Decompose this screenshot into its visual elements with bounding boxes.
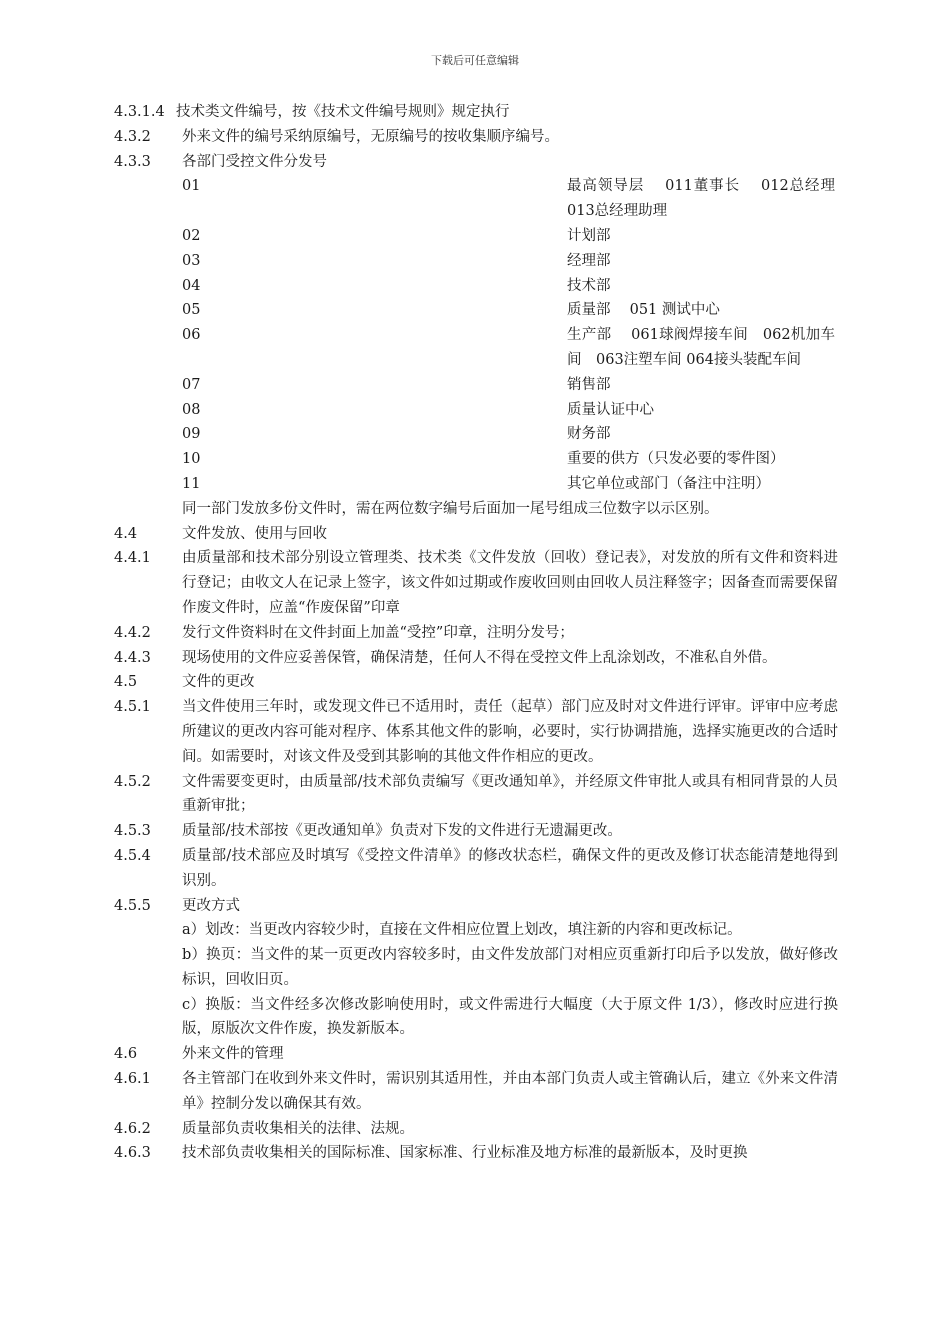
clause-text: 当文件使用三年时，或发现文件已不适用时，责任（起草）部门应及时对文件进行评审。评审中应考虑所建议的更改内容可能对程序、体系其他文件的影响，必要时，实行协调措施，选择实施更改的合适时间。如需要时，对该文件及受到其影响的其他文件作相应的更改。: [182, 699, 838, 765]
dist-name: 技术部: [567, 277, 611, 294]
clause-4-5: [0, 670, 950, 695]
dist-row: [0, 422, 950, 447]
clause-number: 4.6.2: [114, 1120, 151, 1137]
dist-code: 10: [182, 451, 201, 468]
clause-number: 4.6.1: [114, 1071, 151, 1088]
clause-number: 4.5.2: [114, 773, 151, 790]
change-method-a: a）划改：当更改内容较少时，直接在文件相应位置上划改，填注新的内容和更改标记。: [182, 922, 742, 939]
clause-text: 各主管部门在收到外来文件时，需识别其适用性，并由本部门负责人或主管确认后，建立《外来文件清单》控制分发以确保其有效。: [182, 1071, 838, 1112]
dist-code: 01: [182, 178, 201, 195]
clause-4-4-1: [0, 546, 950, 620]
dist-code: 03: [182, 252, 201, 269]
clause-text: 现场使用的文件应妥善保管，确保清楚，任何人不得在受控文件上乱涂划改，不准私自外借。: [182, 649, 777, 666]
dist-name: 质量认证中心: [567, 401, 654, 418]
dist-row: [0, 249, 950, 274]
clause-text: 质量部/技术部按《更改通知单》负责对下发的文件进行无遗漏更改。: [182, 823, 622, 840]
clause-number: 4.6: [114, 1046, 138, 1063]
dist-code: 02: [182, 227, 201, 244]
dist-row: [0, 472, 950, 497]
clause-4-4-3: [0, 646, 950, 671]
clause-number: 4.3.3: [114, 153, 151, 170]
dist-row: [0, 224, 950, 249]
dist-code: 08: [182, 401, 201, 418]
clause-text: 由质量部和技术部分别设立管理类、技术类《文件发放（回收）登记表》，对发放的所有文件和资料进行登记；由收文人在记录上签字，该文件如过期或作废收回则由回收人员注释签字；因备查而需要保留作废文件时，应盖“作废保留”印章: [182, 550, 838, 616]
dist-code: 11: [182, 475, 201, 492]
clause-number: 4.5.5: [114, 897, 151, 914]
dist-name: 财务部: [567, 426, 611, 443]
clause-number: 4.4: [114, 525, 138, 542]
clause-4-5-1: [0, 695, 950, 769]
clause-text: 文件需要变更时，由质量部/技术部负责编写《更改通知单》，并经原文件审批人或具有相同背景的人员重新审批；: [182, 773, 838, 815]
clause-number: 4.3.1.4: [114, 104, 165, 120]
clause-text: 发行文件资料时在文件封面上加盖“受控”印章，注明分发号；: [182, 624, 574, 641]
distribution-table: [0, 174, 950, 496]
clause-4-4-2: [0, 621, 950, 646]
dist-name: 销售部: [567, 376, 611, 393]
dist-row: [0, 298, 950, 323]
clause-number: 4.4.3: [114, 649, 151, 666]
dist-code: 09: [182, 426, 201, 443]
clause-number: 4.4.1: [114, 550, 151, 567]
dist-row: [0, 323, 950, 373]
clause-4-6-1: [0, 1067, 950, 1117]
dist-note: 同一部门发放多份文件时，需在两位数字编号后面加一尾号组成三位数字以示区别。: [182, 500, 719, 517]
dist-name: 质量部 051 测试中心: [567, 302, 720, 319]
clause-4-3-2: [0, 125, 950, 150]
dist-name: 其它单位或部门（备注中注明）: [567, 475, 770, 492]
clause-number: 4.5.3: [114, 823, 151, 840]
document-body: [0, 100, 950, 1166]
clause-text: 外来文件的管理: [182, 1046, 284, 1063]
clause-4-5-4: [0, 844, 950, 894]
clause-4-4: [0, 522, 950, 547]
clause-text: 质量部/技术部应及时填写《受控文件清单》的修改状态栏，确保文件的更改及修订状态能清楚地得到识别。: [182, 847, 838, 889]
page-header: 下载后可任意编辑: [431, 54, 519, 67]
clause-text: 更改方式: [182, 897, 240, 914]
clause-text: 技术类文件编号，按《技术文件编号规则》规定执行: [176, 104, 510, 120]
clause-text: 文件发放、使用与回收: [182, 525, 327, 542]
clause-number: 4.5.4: [114, 847, 151, 864]
clause-number: 4.3.2: [114, 128, 151, 145]
clause-4-5-3: [0, 819, 950, 844]
dist-code: 05: [182, 302, 201, 319]
clause-text: 技术部负责收集相关的国际标准、国家标准、行业标准及地方标准的最新版本，及时更换: [182, 1145, 748, 1162]
clause-number: 4.6.3: [114, 1145, 151, 1162]
dist-name: 重要的供方（只发必要的零件图）: [567, 451, 785, 468]
dist-code: 04: [182, 277, 201, 294]
clause-4-5-5: [0, 894, 950, 919]
dist-name: 计划部: [567, 227, 611, 244]
dist-row: [0, 447, 950, 472]
dist-name: 生产部 061球阀焊接车间 062机加车间 063注塑车间 064接头装配车间: [567, 327, 835, 368]
clause-number: 4.5.1: [114, 699, 151, 716]
dist-name: 最高领导层 011董事长 012总经理 013总经理助理: [567, 178, 855, 220]
clause-number: 4.5: [114, 674, 138, 691]
change-method-b: b）换页：当文件的某一页更改内容较多时，由文件发放部门对相应页重新打印后予以发放，做好修改标识，回收旧页。: [182, 947, 838, 988]
dist-code: 07: [182, 376, 201, 393]
change-method-c: c）换版：当文件经多次修改影响使用时，或文件需进行大幅度（大于原文件 1/3），修改时应进行换版，原版次文件作废，换发新版本。: [182, 996, 838, 1038]
dist-row: [0, 274, 950, 299]
clause-number: 4.4.2: [114, 624, 151, 641]
clause-text: 外来文件的编号采纳原编号，无原编号的按收集顺序编号。: [182, 128, 559, 145]
dist-row: [0, 373, 950, 398]
clause-text: 质量部负责收集相关的法律、法规。: [182, 1120, 414, 1137]
dist-code: 06: [182, 327, 201, 344]
clause-text: 文件的更改: [182, 674, 255, 691]
clause-4-5-2: [0, 770, 950, 820]
clause-4-3-1-4: [0, 100, 950, 125]
dist-row: [0, 398, 950, 423]
clause-4-3-3: [0, 150, 950, 175]
dist-row: [0, 174, 950, 224]
clause-text: 各部门受控文件分发号: [182, 153, 327, 170]
clause-4-6-2: [0, 1117, 950, 1142]
clause-4-6: [0, 1042, 950, 1067]
clause-4-6-3: [0, 1141, 950, 1166]
dist-name: 经理部: [567, 252, 611, 269]
